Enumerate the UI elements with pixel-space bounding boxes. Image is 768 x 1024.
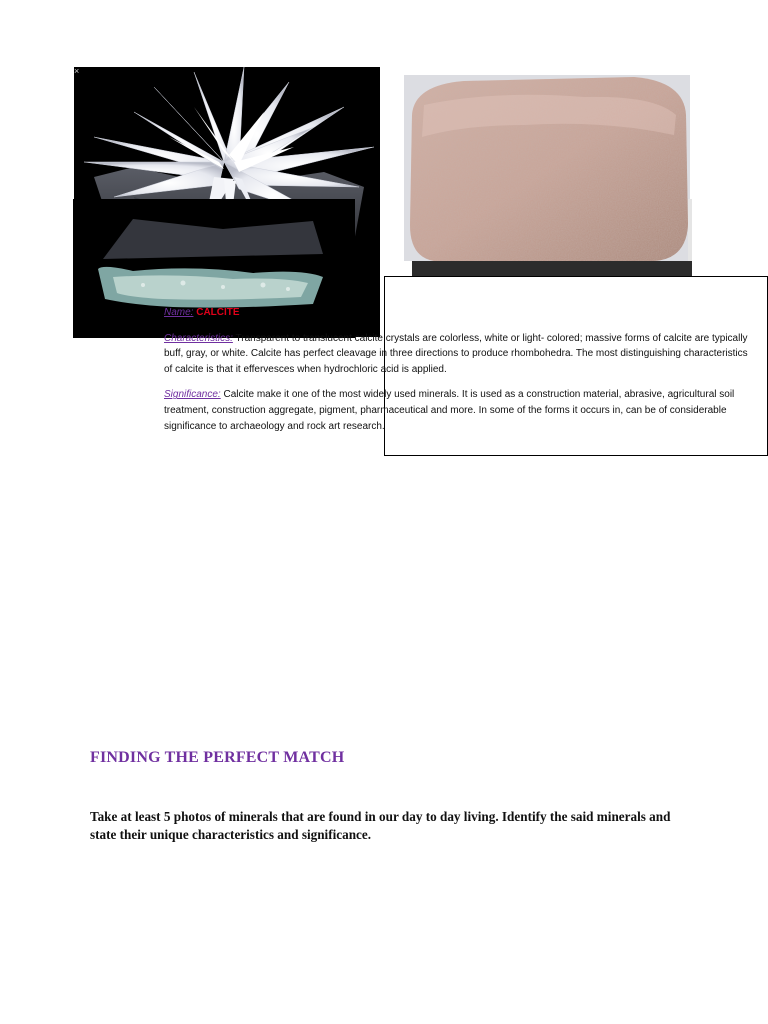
significance-text: Calcite make it one of the most widely used minerals. It is used as a construction material, abrasive, agricultural soil treatment, construction aggregate, pigment, pharmaceutical and more. In some of the forms it occurs in, can be of considerable significance to archaeology and rock art research. [164,389,735,432]
close-icon[interactable]: × [74,66,80,76]
characteristics-label: Characteristics: [164,332,233,344]
instructions-text: Take at least 5 photos of minerals that are found in our day to day living. Identify the said minerals and state their unique characteristics and significance. [90,809,671,842]
name-line [164,305,754,321]
granite-rock-image [404,75,690,261]
name-label: Name: [164,307,194,318]
characteristics-paragraph [164,331,754,378]
granite-image-edge [688,199,692,263]
mineral-name: CALCITE [196,307,240,318]
granite-image-base [412,261,692,277]
mineral-description [164,305,754,444]
section-title: FINDING THE PERFECT MATCH [90,749,345,766]
significance-paragraph [164,387,754,434]
characteristics-text: Transparent to translucent calcite crystals are colorless, white or light- colored; massive forms of calcite are typically buff, gray, or white. Calcite has perfect cleavage in three directions to produce rhombohedra. The most distinguishing characteristics of calcite is that it effervesces when hydrochloric acid is applied. [164,332,748,375]
significance-label: Significance: [164,389,221,401]
